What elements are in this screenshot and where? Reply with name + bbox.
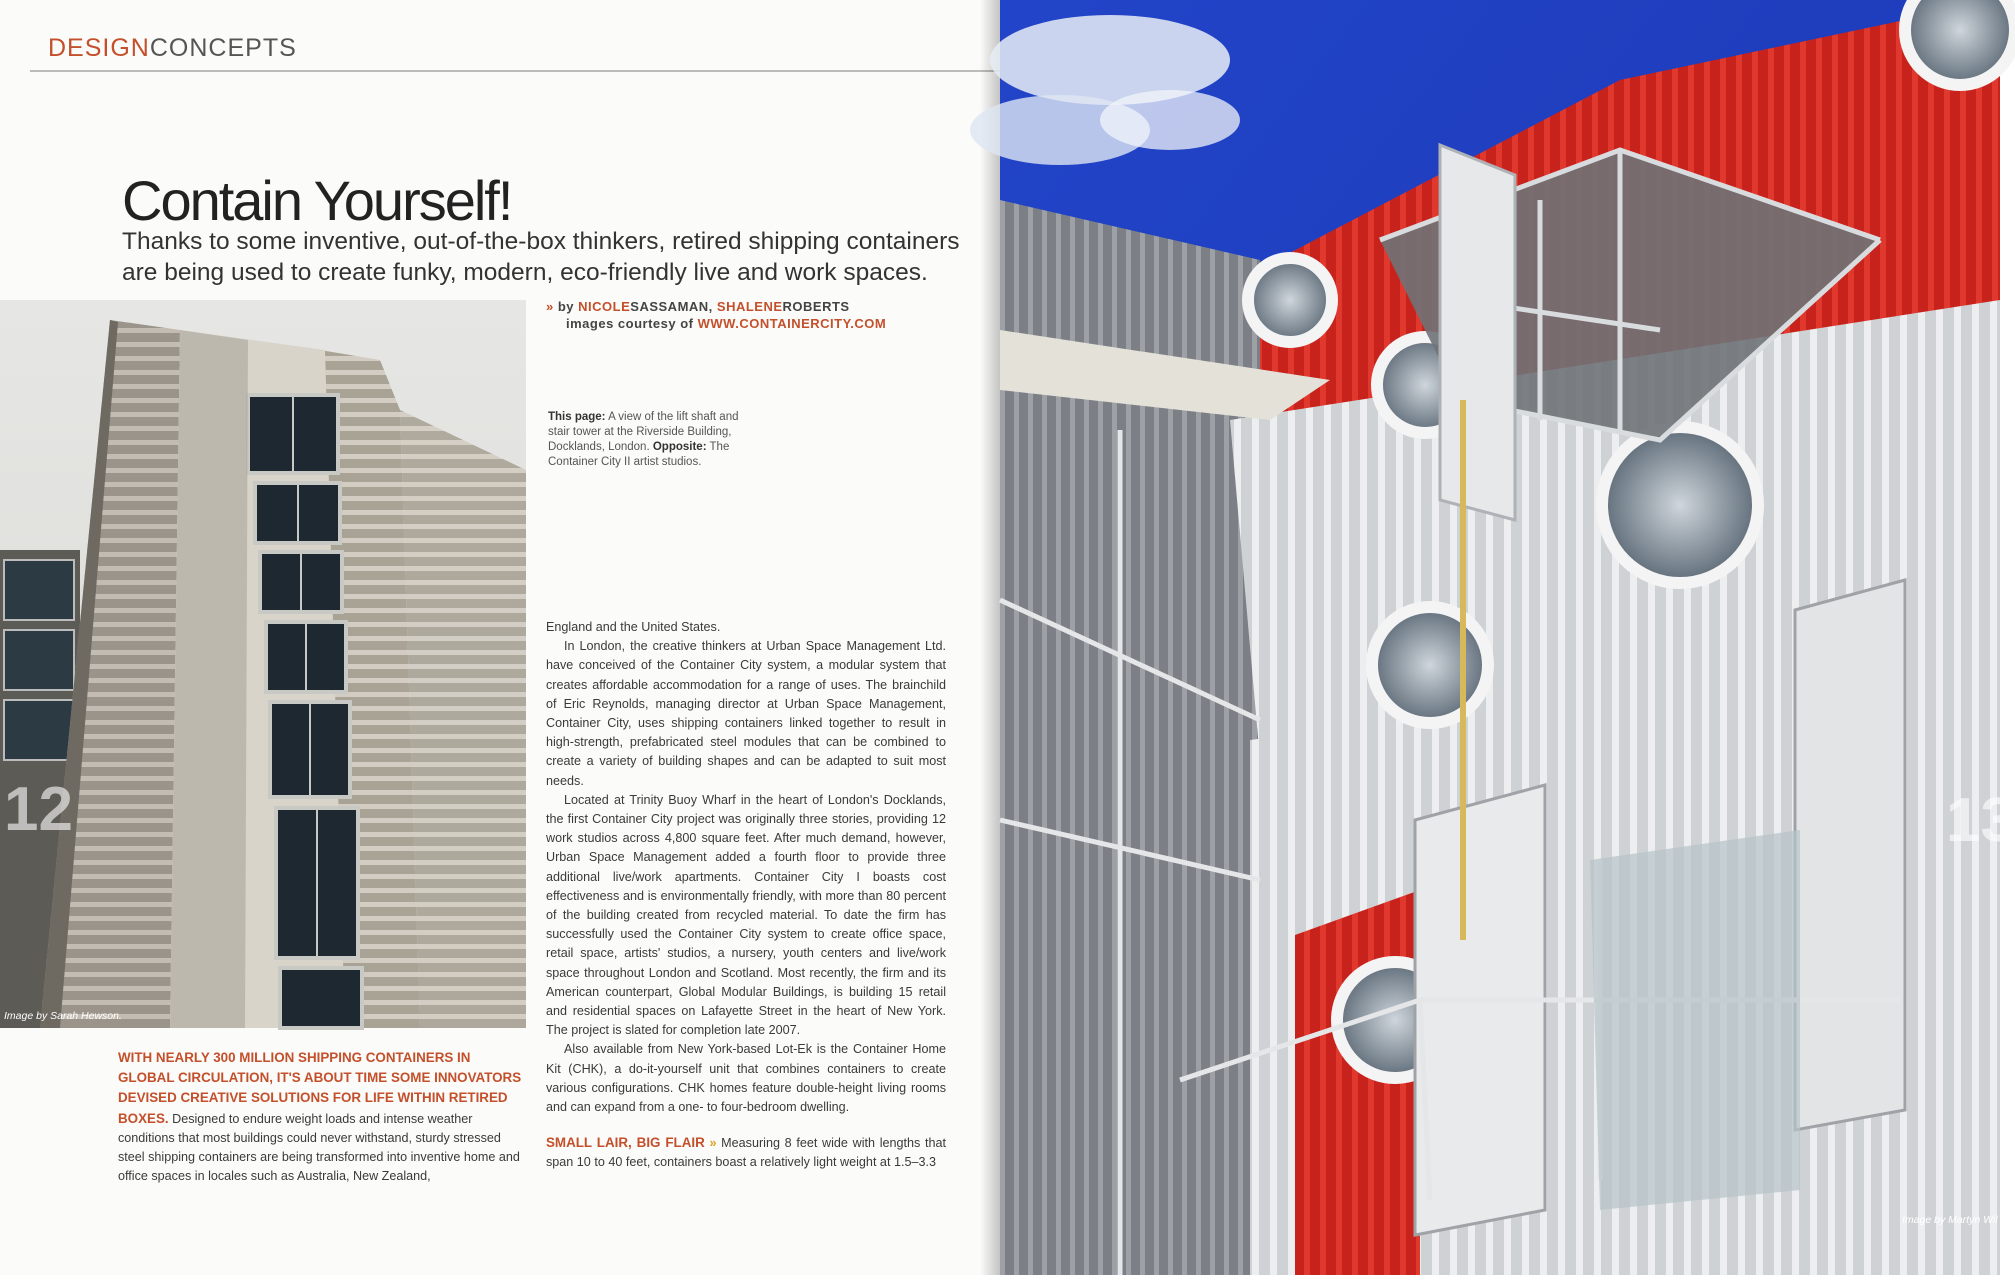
- body-para-1: In London, the creative thinkers at Urban Space Management Ltd. have conceived of the Container City system, a modular system that creates affordable accommodation for a range of uses. The brainchild of Eric Reynolds, managing director at Urban Space Management, Container City, uses shipping containers linked together to result in high-strength, prefabricated steel modules that can be combined to create a variety of building shapes and can be adapted to suit most needs.: [546, 639, 946, 788]
- author2-last: ROBERTS: [782, 299, 850, 314]
- pull-caps: WITH NEARLY 300 MILLION SHIPPING CONTAINERS IN GLOBAL CIRCULATION, IT'S ABOUT TIME SOME INNOVATORS DEVISED CREATIVE SOLUTIONS FOR LIFE WITHIN RETIRED BOXES.: [118, 1050, 522, 1126]
- page-number-right: 13: [1946, 786, 2015, 855]
- caption-label-2: Opposite:: [652, 441, 707, 453]
- spine-shadow: [980, 0, 1000, 1275]
- byline: [546, 298, 886, 332]
- section-label: [48, 34, 297, 63]
- caption-label-1: This page:: [548, 411, 606, 423]
- byline-arrow: »: [546, 299, 554, 314]
- right-page: [1000, 0, 2015, 1275]
- pull-intro: [118, 1048, 526, 1186]
- subsection-heading: SMALL LAIR, BIG FLAIR: [546, 1135, 705, 1151]
- author2-first: SHALENE: [716, 299, 783, 314]
- body-para-3: Also available from New York-based Lot-Ek is the Container Home Kit (CHK), a do-it-yourself unit that combines containers to create various configurations. CHK homes feature double-height living rooms and can expand from a one- to four-bedroom dwelling.: [546, 1042, 946, 1115]
- body-column: [546, 618, 946, 1173]
- caption-text-2: The Container City II artist studios.: [548, 441, 730, 468]
- left-page: [0, 0, 1000, 1275]
- article-title: Contain Yourself!: [122, 169, 512, 232]
- subsection-arrow: »: [709, 1136, 717, 1151]
- author1-last: SASSAMAN,: [630, 299, 713, 314]
- subsection-text: Measuring 8 feet wide with lengths that span 10 to 40 feet, containers boast a relatively light weight at 1.5–3.3: [546, 1136, 946, 1170]
- article-subtitle: Thanks to some inventive, out-of-the-box thinkers, retired shipping containers are being used to create funky, modern, eco-friendly live and work spaces.: [122, 228, 960, 286]
- byline-by: by: [557, 299, 575, 314]
- page-number-left: 12: [4, 775, 73, 844]
- byline-images: [546, 315, 886, 332]
- body-para-0: England and the United States.: [546, 620, 721, 634]
- lift-shaft-photo: [0, 300, 526, 1028]
- header-rule: [30, 70, 1000, 72]
- caption-text-1: A view of the lift shaft and stair tower at the Riverside Building, Docklands, London.: [548, 411, 739, 453]
- photo-credit-left: Image by Sarah Hewson.: [4, 1010, 122, 1022]
- photo-caption: [548, 410, 748, 470]
- photo-credit-right: Image by Martyn Wil: [1902, 1214, 1998, 1226]
- lift-shaft-illustration: [0, 300, 526, 1028]
- subsection-small-lair: [546, 1133, 946, 1172]
- images-url: WWW.CONTAINERCITY.COM: [697, 316, 887, 331]
- section-label-design: DESIGN: [48, 34, 150, 62]
- author1-first: NICOLE: [578, 299, 631, 314]
- images-courtesy-text: images courtesy of: [566, 316, 694, 331]
- container-city-photo: [1000, 0, 2000, 1275]
- section-label-concepts: CONCEPTS: [149, 34, 297, 62]
- body-para-2: Located at Trinity Buoy Wharf in the heart of London's Docklands, the first Container City project was originally three stories, providing 12 work studios across 4,800 square feet. After much demand, however, Urban Space Management added a fourth floor to provide three additional live/work apartments. Container City I boasts cost effectiveness and is environmentally friendly, with more than 80 percent of the building created from recycled material. To date the firm has successfully used the Container City system to create office space, retail space, artists' studios, a nursery, youth centers and live/work space throughout London and Scotland. Most recently, the firm and its American counterpart, Global Modular Buildings, is building 15 retail and residential spaces on Lafayette Street in the heart of New York. The project is slated for completion late 2007.: [546, 792, 946, 1038]
- pull-text: Designed to endure weight loads and intense weather conditions that most buildings could never withstand, sturdy stressed steel shipping containers are being transformed into inventive home and office spaces in locales such as Australia, New Zealand,: [118, 1111, 520, 1184]
